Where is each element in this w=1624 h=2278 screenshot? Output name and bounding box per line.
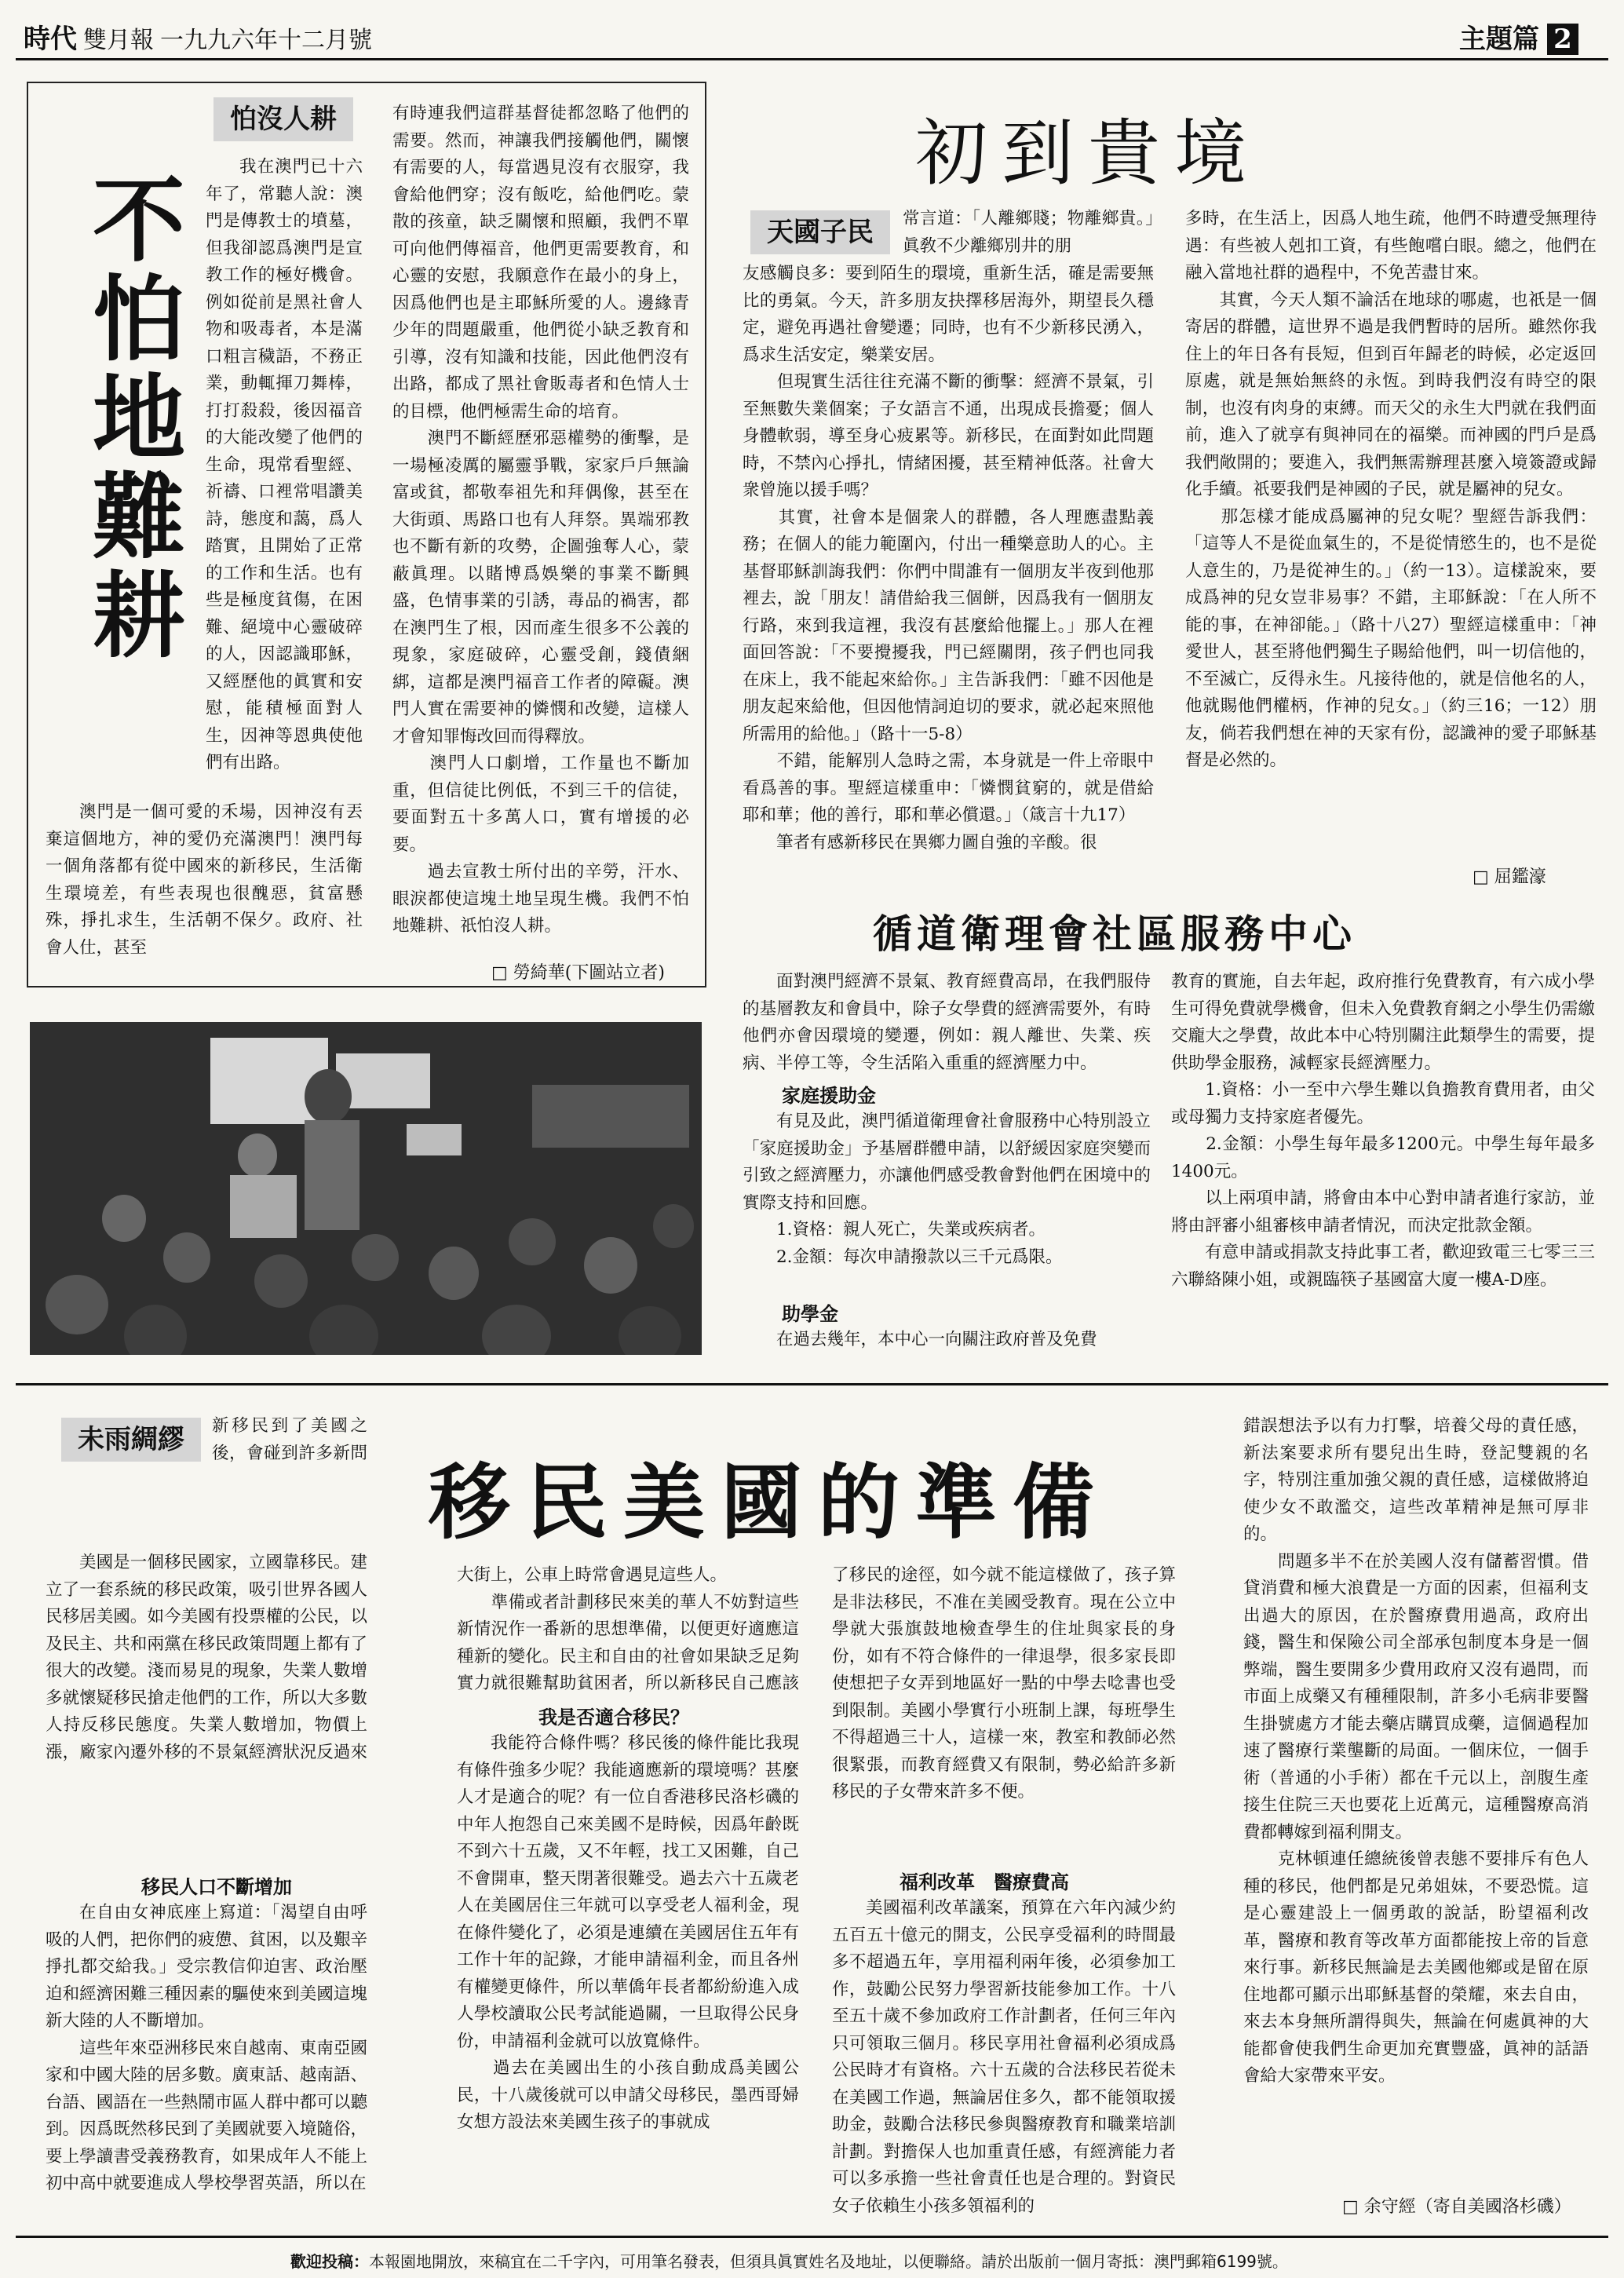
article4-title: 移民美國的準備 bbox=[429, 1455, 1111, 1550]
publication-name: 時代 bbox=[24, 24, 77, 55]
article4-tag: 未雨綢繆 bbox=[61, 1418, 201, 1462]
header-rule bbox=[16, 58, 1608, 60]
article4-col4: 錯誤想法予以有力打擊，培養父母的責任感，新法案要求所有嬰兒出生時，登記雙親的名字，特別注重加強父親的責任感，這樣做將迫使少女不敢濫交，這些改革精神是無可厚非的。 問題多半不在於美國人沒有儲蓄習慣。借貸消費和極大浪費是一方面的因素，但福利支出過大的原因，在於醫療費用過高，政府出錢，醫生和保險公司全部承包制度本身是一個弊端，醫生要開多少費用政府又沒有過問，而市面上成藥又有種種限制，許多小毛病非要醫生掛號處方才能去藥店購買成藥，這個過程加速了醫療行業壟斷的局面。一個床位，一個手術（普通的小手術）都在千元以上，剖腹生產接生住院三天也要花上近萬元，這種醫療高消費都轉嫁到福利開支。 克林頓連任總統後曾表態不要排斥有色人種的移民，他們都是兄弟姐妹，不要恐慌。這是心靈建設上一個勇敢的說話，盼望福利改革，醫療和教育等改革方面都能按上帝的旨意來行事。新移民無論是去美國他鄉或是留在原住地都可顯示出耶穌基督的榮耀，來去自由，來去本身無所謂得與失，無論在何處眞神的大能都會使我們生命更加充實豐盛，眞神的話語會給大家帶來平安。 bbox=[1243, 1416, 1589, 2086]
article4-subhead-suitable: 我是否適合移民？ bbox=[538, 1707, 689, 1729]
footer-note bbox=[290, 2249, 1288, 2272]
masthead bbox=[24, 17, 372, 56]
article4-subhead-welfare: 福利改革 醫療費高 bbox=[900, 1871, 1069, 1893]
article3-subhead-family-fund: 家庭援助金 bbox=[782, 1085, 876, 1107]
publication-frequency: 雙月報 bbox=[83, 27, 154, 54]
article3-col2: 教育的實施，自去年起，政府推行免費教育，有六成小學生可得免費就學機會，但未入免費教育網之小學生仍需繳交龐大之學費，故此本中心特別關注此類學生的需要，提供助學金服務，減輕家長經濟壓力。 1.資格：小一至中六學生難以負擔教育費用者，由父或母獨力支持家庭者優先。 2.金額：小學生每年最多1200元。中學生每年最多1400元。 以上兩項申請，將會由本中心對申請者進行家訪，並將由評審小組審核申請者情況，而決定批款金額。 有意申請或捐款支持此事工者，歡迎致電三七零三三六聯絡陳小姐，或親臨筷子基國富大廈一樓A-D座。 bbox=[1171, 972, 1595, 1290]
article1-tag: 怕沒人耕 bbox=[213, 97, 353, 141]
article4-col3-top: 了移民的途徑，如今就不能這樣做了，孩子算是非法移民，不准在美國受教育。現在公立中學就大張旗鼓地檢查學生的住址與家長的身份，如有不符合條件的一律退學，很多家長即使想把子女弄到地區好一點的中學去唸書也受到限制。美國小學實行小班制上課，每班學生不得超過三十人，這樣一來，教室和教師必然很緊張，而教育經費又有限制，勢必給許多新移民的子女帶來許多不便。 bbox=[832, 1565, 1176, 1802]
article4-col1-body: 美國是一個移民國家，立國靠移民。建立了一套系統的移民政策，吸引世界各國人民移居美國。如今美國有投票權的公民，以及民主、共和兩黨在移民政策問題上都有了很大的改變。淺而易見的現象，失業人數增多就懷疑移民搶走他們的工作，所以大多數人持反移民態度。失業人數增加，物價上漲，廠家內遷外移的不景氣經濟狀況反過來 bbox=[46, 1553, 367, 1761]
article4-col1-intro-a: 新移民到了美國之後，會碰到許多新問 bbox=[212, 1416, 367, 1463]
article3-col1-fund: 有見及此，澳門循道衛理會社會服務中心特別設立「家庭援助金」予基層群體申請，以舒緩因家庭突變而引致之經濟壓力，亦讓他們感受教會對他們在困境中的實際支持和回應。 1.資格：親人死亡，失業或疾病者。 2.金額：每次申請撥款以三千元爲限。 bbox=[743, 1112, 1151, 1267]
article3-col1-intro: 面對澳門經濟不景氣、教育經費高昂，在我們服侍的基層教友和會員中，除子女學費的經濟需要外，有時他們亦會因環境的變遷，例如：親人離世、失業、疾病、半停工等，令生活陷入重重的經濟壓力中。 bbox=[743, 972, 1151, 1073]
article2-title: 初到貴境 bbox=[915, 111, 1261, 195]
article1-signature: □ 勞綺華(下圖站立者) bbox=[491, 963, 665, 983]
footer-label: 歡迎投稿： bbox=[290, 2252, 369, 2271]
article3-title: 循道衛理會社區服務中心 bbox=[873, 911, 1356, 957]
photo-illustration bbox=[30, 1022, 702, 1355]
article2-tag: 天國子民 bbox=[750, 210, 890, 254]
article2-col1-top: 常言道：「人離鄉賤；物離鄉貴。」眞敎不少離鄉別井的朋 bbox=[903, 209, 1154, 256]
article2-signature: □ 屈鑑濠 bbox=[1473, 867, 1546, 887]
article4-col2-body: 我能符合條件嗎？移民後的條件能比我現有條件強多少呢？我能適應新的環境嗎？甚麼人才是適合的呢？有一位自香港移民洛杉磯的中年人抱怨自己來美國不是時候，因爲年齡既不到六十五歲，又不年輕，找工又困難，自己不會開車，整天閉著很難受。過去六十五歲老人在美國居住三年就可以享受老人福利金，現在條件變化了，必須是連續在美國居住五年有工作十年的記錄，才能申請福利金，而且各州有權變更條件，所以華僑年長者都紛紛進入成人學校讀取公民考試能過關，一旦取得公民身份，申請福利金就可以放寬條件。 過去在美國出生的小孩自動成爲美國公民，十八歲後就可以申請父母移民，墨西哥婦女想方設法來美國生孩子的事就成 bbox=[457, 1733, 799, 2132]
article4-col3-body: 美國福利改革議案，預算在六年內減少約五百五十億元的開支，公民享受福利的時間最多不超過五年，享用福利兩年後，必須參加工作，鼓勵公民努力學習新技能參加工作。十八至五十歲不參加政府工作計劃者，任何三年內只可領取三個月。移民享用社會福利必須成爲公民時才有資格。六十五歲的合法移民若從未在美國工作過，無論居住多久，都不能領取援助金，鼓勵合法移民參與醫療教育和職業培訓計劃。對擔保人也加重責任感，有經濟能力者可以多承擔一些社會責任也是合理的。對資民女子依賴生小孩多領福利的 bbox=[832, 1898, 1176, 2216]
church-gathering-photo bbox=[30, 1022, 702, 1355]
article1-col2: 有時連我們這群基督徒都忽略了他們的需要。然而，神讓我們接觸他們，關懷有需要的人，每當遇見沒有衣服穿，我會給他們穿；沒有飯吃，給他們吃。蒙散的孩童，缺乏關懷和照顧，我們不單可向他們傳福音，他們更需要教育，和心靈的安慰，我願意作在最小的身上，因爲他們也是主耶穌所愛的人。邊緣青少年的問題嚴重，他們從小缺乏教育和引導，沒有知識和技能，因此他們沒有出路，都成了黑社會販毒者和色情人士的目標，他們極需生命的培育。 澳門不斷經歷邪惡權勢的衝擊，是一場極凌厲的屬靈爭戰，家家戶戶無論富或貧，都敬奉祖先和拜偶像，甚至在大街頭、馬路口也有人拜祭。異端邪教也不斷有新的攻勢，企圖強奪人心，蒙蔽眞理。以賭博爲娛樂的事業不斷興盛，色情事業的引誘，毒品的禍害，都在澳門生了根，因而產生很多不公義的現象，家庭破碎，心靈受創，錢債綑綁，這都是澳門福音工作者的障礙。澳門人實在需要神的憐憫和改變，這樣人才會知罪悔改回而得釋放。 澳門人口劇增，工作量也不斷加重，但信徒比例低，不到三千的信徒，要面對五十多萬人口，實有增援的必要。 過去宣教士所付出的辛勞，汗水、眼淚都使這塊土地呈現生機。我們不怕地難耕、祇怕沒人耕。 bbox=[392, 104, 689, 936]
issue-date: 一九九六年十二月號 bbox=[160, 27, 372, 54]
article1-col1-bottom: 澳門是一個可愛的禾場，因神沒有丟棄這個地方，神的愛仍充滿澳門！澳門每一個角落都有從中國來的新移民，生活衛生環境差，有些表現也很醜惡，貧富懸殊，掙扎求生，生活朝不保夕。政府、社會人仕，甚至 bbox=[46, 802, 363, 958]
article4-signature: □ 余守經（寄自美國洛杉磯） bbox=[1342, 2197, 1571, 2217]
article4-col2-top: 大街上，公車上時常會遇見這些人。 準備或者計劃移民來美的華人不妨對這些新情況作一番新的思想準備，以便更好適應這種新的變化。民主和自由的社會如果缺乏足夠實力就很難幫助貧困者，所以新移民自己應該 bbox=[457, 1565, 799, 1693]
article1-col1-top: 我在澳門已十六年了，常聽人說：澳門是傳教士的墳墓，但我卻認爲澳門是宣教工作的極好機會。例如從前是黑社會人物和吸毒者，本是滿口粗言穢語，不務正業，動輒揮刀舞棒，打打殺殺，後因福音的大能改變了他們的生命，現常看聖經、祈禱、口裡常唱讚美詩，態度和藹，爲人踏實，且開始了正常的工作和生活。也有些是極度貧傷，在困難、絕境中心靈破碎的人，因認識耶穌，又經歷他的眞實和安慰，能積極面對人生，因神等恩典使他們有出路。 bbox=[206, 157, 363, 772]
article2-col1-body: 友感觸良多：要到陌生的環境，重新生活，確是需要無比的勇氣。今天，許多朋友抉擇移居海外，期望長久穩定，避免再遇社會變遷；同時，也有不少新移民湧入，爲求生活安定，樂業安居。 但現實生活往往充滿不斷的衝擊：經濟不景氣，引至無數失業個案；子女語言不通，出現成長擔憂；個人身體軟弱，導至身心疲累等。新移民，在面對如此問題時，不禁內心掙扎，情緒困擾，甚至精神低落。社會大衆曾施以援手嗎？ 其實，社會本是個衆人的群體，各人理應盡點義務；在個人的能力範圍內，付出一種樂意助人的心。主基督耶穌訓誨我們：你們中間誰有一個朋友半夜到他那裡去，說「朋友！請借給我三個餅，因爲我有一個朋友行路，來到我這裡，我沒有甚麼給他擺上。」那人在裡面回答說：「不要攪擾我，門已經關閉，孩子們也同我在床上，我不能起來給你。」主告訴我們：「雖不因他是朋友起來給他，但因他情詞迫切的要求，就必起來照他所需用的給他。」（路十一5-8） 不錯，能解別人急時之需，本身就是一件上帝眼中看爲善的事。聖經這樣重申：「憐憫貧窮的，就是借給耶和華；他的善行，耶和華必償還。」（箴言十九17） 筆者有感新移民在異鄉力圖自強的辛酸。很 bbox=[743, 264, 1154, 852]
section-label bbox=[1459, 17, 1578, 56]
article3-subhead-grant: 助學金 bbox=[782, 1303, 838, 1325]
article2-col2: 多時，在生活上，因爲人地生疏，他們不時遭受無理待遇：有些被人剋扣工資，有些飽嚐白眼。總之，他們在融入當地社群的過程中，不免苦盡甘來。 其實，今天人類不論活在地球的哪處，也祇是一個寄居的群體，這世界不過是我們暫時的居所。雖然你我住上的年日各有長短，但到百年歸老的時候，必定返回原處，就是無始無終的永恆。到時我們沒有時空的限制，也沒有肉身的束縛。而天父的永生大門就在我們面前，進入了就享有與神同在的福樂。而神國的門戶是爲我們敞開的；要進入，我們無需辦理甚麼入境簽證或歸化手續。祇要我們是神國的子民，就是屬神的兒女。 那怎樣才能成爲屬神的兒女呢？聖經告訴我們：「這等人不是從血氣生的，不是從情慾生的，也不是從人意生的，乃是從神生的。」（約一13）。這樣說來，要成爲神的兒女豈非易事？不錯，主耶穌說：「在人所不能的事，在神卻能。」（路十八27）聖經這樣重申：「神愛世人，甚至將他們獨生子賜給他們，叫一切信他的，不至滅亡，反得永生。凡接待他的，就是信他名的人，他就賜他們權柄，作神的兒女。」（約三16；一12）朋友，倘若我們想在神的天家有份，認識神的愛子耶穌基督是必然的。 bbox=[1185, 209, 1597, 770]
section-name: 主題篇 bbox=[1459, 24, 1539, 55]
article4-subhead-immigrant-growth: 移民人口不斷增加 bbox=[141, 1876, 292, 1898]
footer-rule bbox=[16, 2236, 1608, 2238]
article4-col1-after: 在自由女神底座上寫道：「渴望自由呼吸的人們，把你們的疲憊、貧困，以及艱辛掙扎都交給我。」受宗教信仰迫害、政治壓迫和經濟困難三種因素的驅使來到美國這塊新大陸的人不斷增加。 這些年來亞洲移民來自越南、東南亞國家和中國大陸的居多數。廣東話、越南語、台語、國語在一些熱鬧市區人群中都可以聽到。因爲既然移民到了美國就要入境隨俗，要上學讀書受義務教育，如果成年人不能上初中高中就要進成人學校學習英語，所以在 bbox=[46, 1903, 367, 2193]
mid-rule bbox=[16, 1383, 1608, 1385]
page-number: 2 bbox=[1547, 24, 1578, 55]
article3-col1-grant: 在過去幾年，本中心一向關注政府普及免費 bbox=[776, 1330, 1097, 1349]
footer-text: 本報園地開放，來稿宜在二千字內，可用筆名發表，但須具眞實姓名及地址，以便聯絡。請於出版前一個月寄抵：澳門郵箱6199號。 bbox=[369, 2252, 1288, 2271]
article1-title: 不怕地難耕 bbox=[92, 166, 185, 670]
